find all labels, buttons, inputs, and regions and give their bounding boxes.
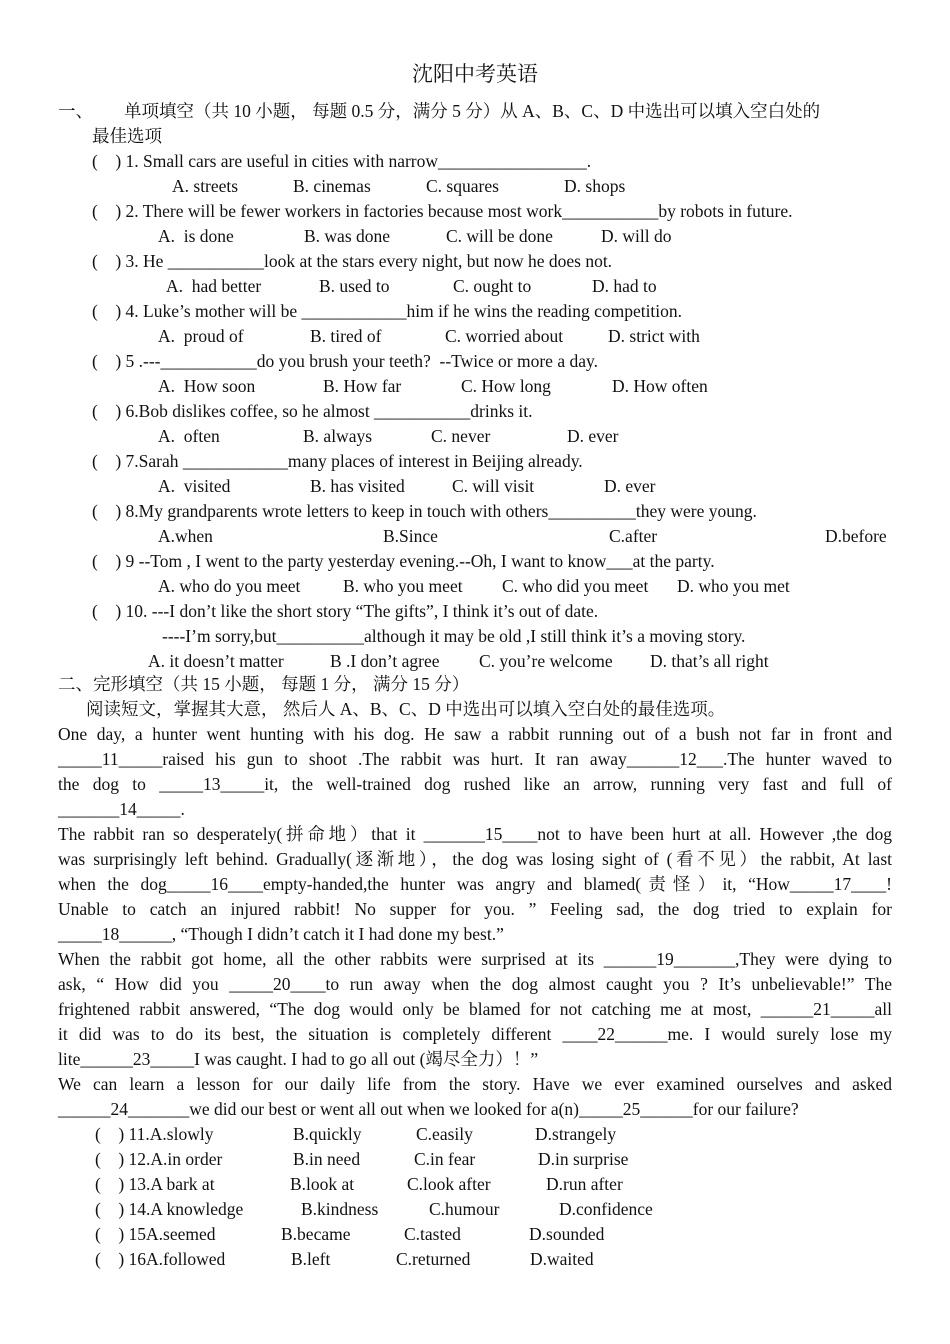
choice-option: C.humour	[429, 1199, 500, 1219]
option: D. ever	[567, 426, 619, 446]
option: B. has visited	[310, 476, 405, 496]
option: D. ever	[604, 476, 656, 496]
choice-option: C.look after	[407, 1174, 491, 1194]
passage-line: it did was to do its best, the situation is completely different ____22______me. I would surely lose my	[58, 1024, 892, 1044]
option: C. squares	[426, 176, 499, 196]
page-title: 沈阳中考英语	[412, 62, 538, 86]
choice-option: B.left	[291, 1249, 331, 1269]
passage-line: ______24_______we did our best or went all out when we looked for a(n)_____25______for our failure?	[58, 1099, 799, 1119]
section2-heading: 二、完形填空（共 15 小题， 每题 1 分， 满分 15 分）	[58, 674, 470, 694]
choice-option: D.strangely	[535, 1124, 617, 1144]
passage-line: We can learn a lesson for our daily life from the story. Have we ever examined ourselves and asked	[58, 1074, 892, 1094]
passage-line: when the dog_____16____empty-handed,the hunter was angry and blamed(责怪）it, “How_____17____!	[58, 874, 892, 894]
question-stem: ( ) 9 --Tom , I went to the party yesterday evening.--Oh, I want to know___at the party.	[92, 551, 715, 571]
passage-line: Unable to catch an injured rabbit! No supper for you. ” Feeling sad, the dog tried to explain for	[58, 899, 892, 919]
option: B. used to	[319, 276, 390, 296]
option: D.before	[825, 526, 887, 546]
passage-line: _______14_____.	[58, 799, 185, 819]
choice-option: C.easily	[416, 1124, 473, 1144]
option: A. is done	[158, 226, 234, 246]
option: D. who you met	[677, 576, 790, 596]
option: A. had better	[166, 276, 262, 296]
option: C. who did you meet	[502, 576, 649, 596]
question-stem: ( ) 10. ---I don’t like the short story “The gifts”, I think it’s out of date.	[92, 601, 599, 621]
passage-line: When the rabbit got home, all the other rabbits were surprised at its ______19_______,They were dying to	[58, 949, 892, 969]
section1-heading: 单项填空（共 10 小题， 每题 0.5 分，满分 5 分）从 A、B、C、D 中选出可以填入空白处的	[124, 101, 821, 121]
option: D. strict with	[608, 326, 700, 346]
option: B. cinemas	[293, 176, 371, 196]
option: C. ought to	[453, 276, 532, 296]
option: B. always	[303, 426, 373, 446]
choice-stem: ( ) 12.A.in order	[95, 1149, 223, 1169]
question-stem: ( ) 4. Luke’s mother will be ____________him if he wins the reading competition.	[92, 301, 683, 321]
option: D. had to	[592, 276, 657, 296]
question-stem: ( ) 7.Sarah ____________many places of interest in Beijing already.	[92, 451, 583, 471]
choice-option: B.kindness	[301, 1199, 379, 1219]
choice-option: B.quickly	[293, 1124, 362, 1144]
option: D. How often	[612, 376, 708, 396]
choice-stem: ( ) 15A.seemed	[95, 1224, 216, 1244]
option: A. proud of	[158, 326, 244, 346]
option: A. who do you meet	[158, 576, 301, 596]
question-stem-cont: ----I’m sorry,but__________although it may be old ,I still think it’s a moving story.	[162, 626, 746, 646]
passage-line: _____11_____raised his gun to shoot .The rabbit was hurt. It ran away______12___.The hunter waved to	[58, 749, 892, 769]
option: A. streets	[172, 176, 239, 196]
option: B. was done	[304, 226, 391, 246]
option: D. will do	[601, 226, 672, 246]
question-stem: ( ) 8.My grandparents wrote letters to keep in touch with others__________they were young.	[92, 501, 757, 521]
question-stem: ( ) 6.Bob dislikes coffee, so he almost ___________drinks it.	[92, 401, 533, 421]
question-stem: ( ) 3. He ___________look at the stars every night, but now he does not.	[92, 251, 613, 271]
option: A. How soon	[158, 376, 256, 396]
choice-stem: ( ) 16A.followed	[95, 1249, 226, 1269]
choice-option: C.tasted	[404, 1224, 461, 1244]
question-stem: ( ) 2. There will be fewer workers in factories because most work___________by robots in future.	[92, 201, 793, 221]
choice-stem: ( ) 14.A knowledge	[95, 1199, 244, 1219]
choice-stem: ( ) 13.A bark at	[95, 1174, 215, 1194]
choice-option: C.in fear	[414, 1149, 476, 1169]
option: A. visited	[158, 476, 231, 496]
option: A. often	[158, 426, 220, 446]
choice-option: B.in need	[293, 1149, 361, 1169]
choice-option: D.sounded	[529, 1224, 605, 1244]
option: C. will be done	[446, 226, 553, 246]
option: C. How long	[461, 376, 551, 396]
option: B.Since	[383, 526, 438, 546]
option: D. that’s all right	[650, 651, 769, 671]
passage-line: was surprisingly left behind. Gradually(逐渐地），the dog was losing sight of (看不见）the rabbit, At last	[58, 849, 892, 869]
option: C.after	[609, 526, 658, 546]
section1-number: 一、	[58, 101, 93, 121]
question-stem: ( ) 5 .---___________do you brush your teeth? --Twice or more a day.	[92, 351, 598, 371]
passage-line: the dog to _____13_____it, the well-trained dog rushed like an arrow, running very fast and full of	[58, 774, 892, 794]
option: B .I don’t agree	[330, 651, 440, 671]
question-stem: ( ) 1. Small cars are useful in cities with narrow_________________.	[92, 151, 592, 171]
option: B. tired of	[310, 326, 382, 346]
choice-option: B.look at	[290, 1174, 355, 1194]
passage-line: One day, a hunter went hunting with his dog. He saw a rabbit running out of a bush not far in front and	[58, 724, 892, 744]
passage-line: frightened rabbit answered, “The dog would only be blamed for not catching me at most, ______21_____all	[58, 999, 892, 1019]
passage-line: ask, “ How did you _____20____to run away when the dog almost caught you ? It’s unbelievable!” The	[58, 974, 892, 994]
choice-option: B.became	[281, 1224, 351, 1244]
option: A.when	[158, 526, 213, 546]
option: B. who you meet	[343, 576, 463, 596]
choice-option: D.run after	[546, 1174, 623, 1194]
option: C. worried about	[445, 326, 564, 346]
section1-heading-cont: 最佳选项	[92, 126, 162, 146]
choice-option: D.in surprise	[538, 1149, 629, 1169]
passage-line: lite______23_____I was caught. I had to go all out (竭尽全力）！”	[58, 1049, 539, 1069]
choice-stem: ( ) 11.A.slowly	[95, 1124, 214, 1144]
option: C. never	[431, 426, 491, 446]
passage-line: _____18______, “Though I didn’t catch it I had done my best.”	[58, 924, 504, 944]
choice-option: D.confidence	[559, 1199, 653, 1219]
passage-line: The rabbit ran so desperately(拼命地）that it _______15____not to have been hurt at all. However ,the dog	[58, 824, 892, 844]
choice-option: C.returned	[396, 1249, 471, 1269]
option: B. How far	[323, 376, 402, 396]
choice-option: D.waited	[530, 1249, 594, 1269]
option: C. you’re welcome	[479, 651, 613, 671]
option: A. it doesn’t matter	[148, 651, 284, 671]
option: D. shops	[564, 176, 626, 196]
section2-instruction: 阅读短文，掌握其大意， 然后人 A、B、C、D 中选出可以填入空白处的最佳选项。	[86, 699, 726, 719]
option: C. will visit	[452, 476, 535, 496]
